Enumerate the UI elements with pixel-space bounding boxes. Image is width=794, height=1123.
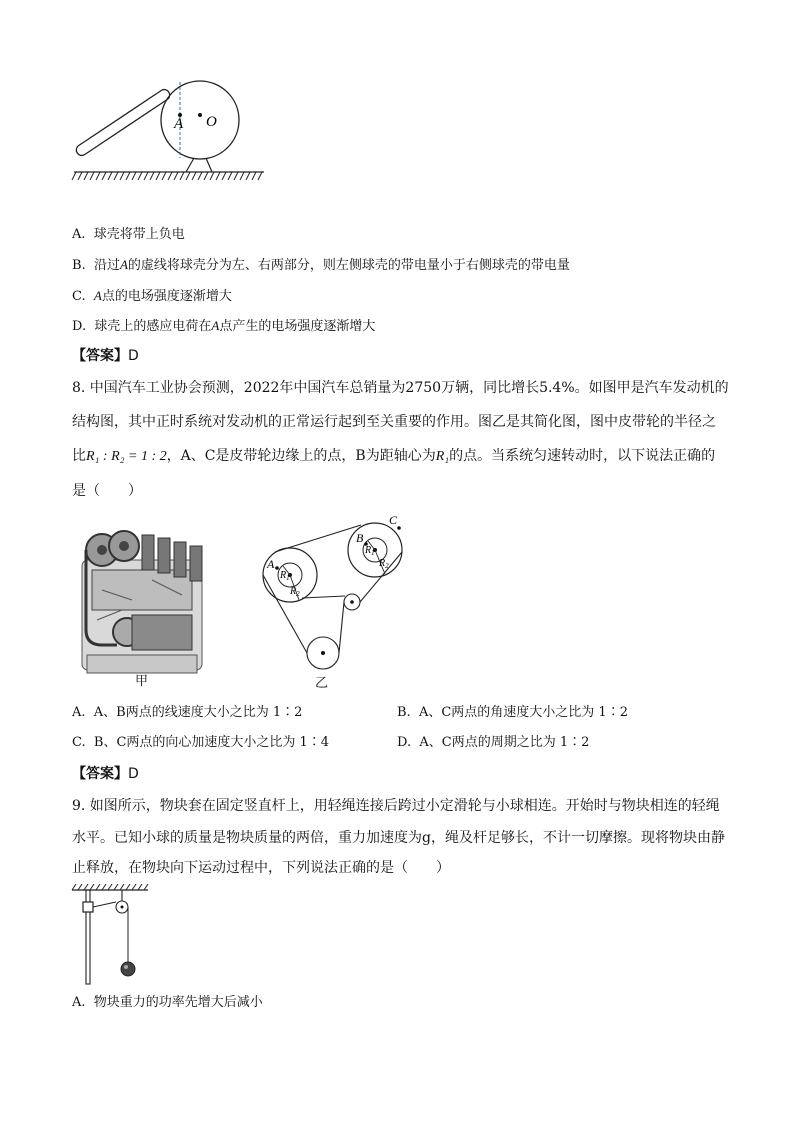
q7-option-a: A. 球壳将带上负电 [72, 227, 185, 242]
q8-line-4: 是（ ） [72, 483, 142, 499]
q9-option-a: A. 物块重力的功率先增大后减小 [72, 995, 263, 1010]
q8-option-a: A. A、B两点的线速度大小之比为 1∶2 [72, 705, 303, 720]
q7-option-b: B. 沿过A的虚线将球壳分为左、右两部分，则左侧球壳的带电量小于右侧球壳的带电量 [72, 257, 570, 273]
label-A: A [267, 557, 275, 571]
q8-option-c: C. B、C两点的向心加速度大小之比为 1∶4 [72, 735, 330, 750]
metal-sphere [161, 81, 239, 159]
q8-line-2: 结构图，其中正时系统对发动机的正常运行起到至关重要的作用。图乙是其简化图，图中皮带轮的半径之 [72, 414, 716, 430]
label-B: B [356, 531, 364, 545]
label-C: C [389, 513, 398, 527]
belt [263, 525, 402, 653]
q8-option-b: B. A、C两点的角速度大小之比为 1∶2 [397, 705, 628, 720]
label-A: A [174, 116, 184, 132]
q9-line-1: 9. 如图所示，物块套在固定竖直杆上，用轻绳连接后跨过小定滑轮与小球相连。开始时与物块相连的轻绳 [72, 798, 720, 814]
pulley-diagram [255, 510, 415, 680]
q8-answer: 【答案】D [72, 766, 139, 782]
label-R2-left: $R_2$ [290, 586, 300, 598]
caption-jia: 甲 [135, 674, 149, 689]
block-pulley-figure [70, 884, 150, 988]
q7-option-d: D. 球壳上的感应电荷在A点产生的电场强度逐渐增大 [72, 318, 376, 334]
q8-line-3: 比R₁ : R₂ = 1 : 2，A、C是皮带轮边缘上的点，B为距轴心为R₁的点。当系统匀速转动时，以下说法正确的 [72, 448, 716, 464]
label-R2-right: $R_2$ [379, 558, 389, 570]
q7-option-c: C. A点的电场强度逐渐增大 [72, 288, 232, 304]
label-O: O [206, 114, 217, 130]
engine-image [72, 520, 222, 680]
q8-line-1: 8. 中国汽车工业协会预测，2022年中国汽车总销量为2750万辆，同比增长5.4%。如图甲是汽车发动机的 [72, 380, 729, 396]
charged-rod [76, 90, 169, 156]
q9-line-2: 水平。已知小球的质量是物块质量的两倍，重力加速度为g，绳及杆足够长，不计一切摩擦。现将物块由静 [72, 830, 725, 846]
label-R1-right: $R_1$ [365, 545, 375, 557]
sliding-block [83, 902, 93, 912]
label-R1-left: $R_1$ [280, 570, 290, 582]
q7-answer: 【答案】D [72, 348, 139, 364]
ball [121, 962, 135, 976]
q9-line-3: 止释放，在物块向下运动过程中，下列说法正确的是（ ） [72, 860, 450, 876]
q8-option-d: D. A、C两点的周期之比为 1∶2 [397, 735, 590, 750]
sphere-figure [70, 70, 270, 185]
caption-yi: 乙 [315, 676, 329, 691]
